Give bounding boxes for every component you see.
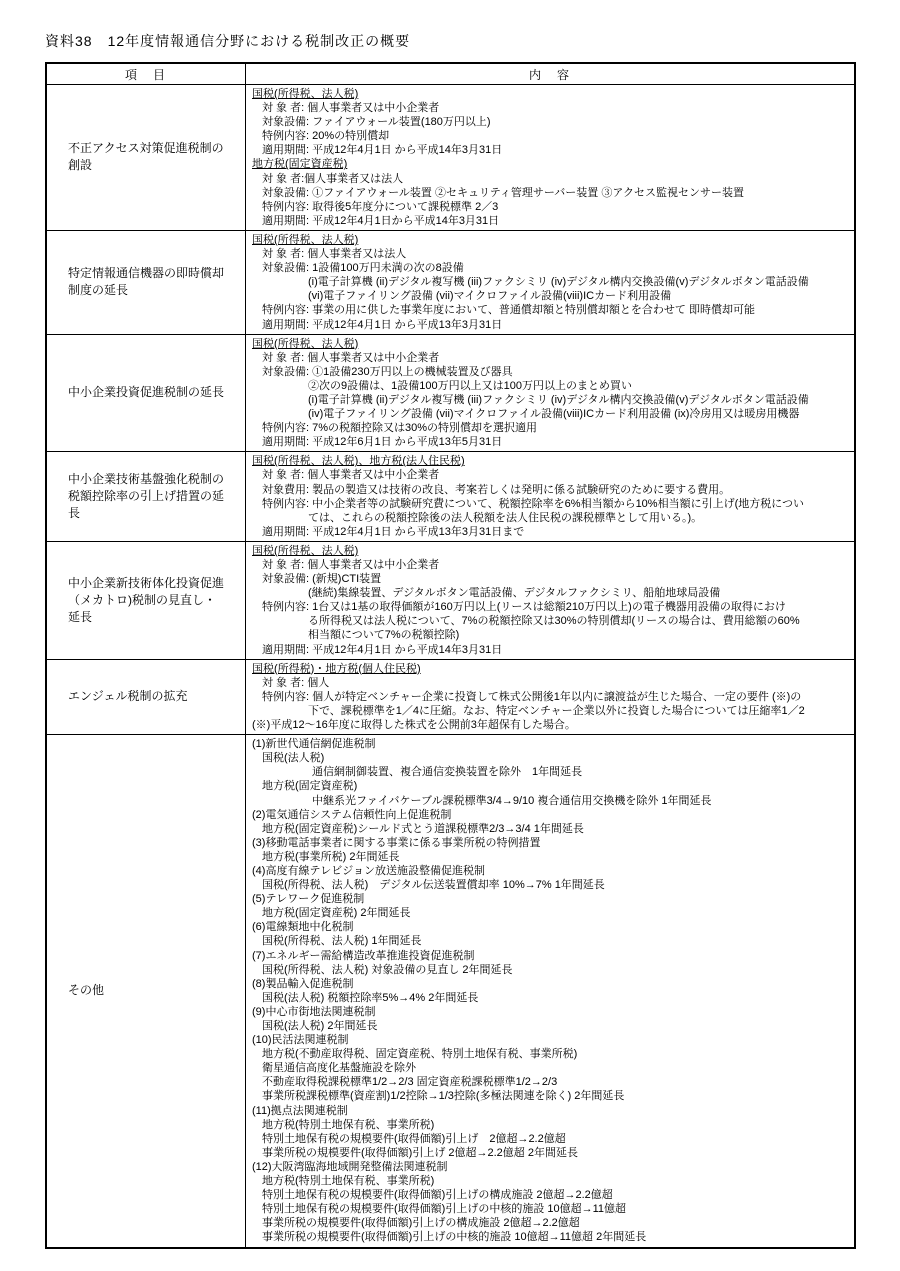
item-label: エンジェル税制の拡充 — [68, 689, 188, 704]
content-line: (8)製品輸入促進税制 — [252, 977, 354, 990]
table-row — [46, 334, 855, 452]
content-line: 不動産取得税課税標準1/2→2/3 固定資産税課税標準1/2→2/3 — [262, 1076, 558, 1089]
content-line: 国税(所得税、法人税) 対象設備の見直し 2年間延長 — [262, 963, 513, 976]
content-line: 地方税(固定資産税) 2年間延長 — [262, 907, 411, 920]
item-label: その他 — [68, 983, 105, 998]
content-line: 衛星通信高度化基盤施設を除外 — [262, 1062, 416, 1075]
content-cell — [246, 735, 856, 1248]
item-label: 不正アクセス対策促進税制の創設 — [68, 141, 224, 173]
content-line: 適用期間: 平成12年4月1日 から平成13年3月31日 — [262, 318, 503, 331]
content-line: ては、これらの税額控除後の法人税額を法人住民税の課税標準として用いる。)。 — [308, 511, 703, 524]
item-cell — [46, 452, 246, 542]
content-line: 特例内容: 中小企業者等の試験研究費について、税額控除率を6%相当額から10%相当額に引上げ(地方税につい — [262, 497, 805, 510]
table-body — [46, 85, 855, 1248]
table-row — [46, 541, 855, 659]
item-cell — [46, 735, 246, 1248]
content-line: (5)テレワーク促進税制 — [252, 893, 365, 906]
item-cell — [46, 334, 246, 452]
content-line: (1)新世代通信網促進税制 — [252, 738, 376, 751]
content-line: 地方税(特別土地保有税、事業所税) — [262, 1118, 435, 1131]
content-line: 国税(所得税、法人税) 1年間延長 — [262, 935, 422, 948]
content-line: 対 象 者: 個人事業者又は中小企業者 — [262, 351, 440, 364]
content-cell — [246, 230, 856, 334]
content-line: 地方税(固定資産税)シールド式とう道課税標準2/3→3/4 1年間延長 — [262, 822, 584, 835]
item-label: 中小企業新技術体化投資促進（メカトロ)税制の見直し・延長 — [68, 575, 225, 624]
content-line: 対象費用: 製品の製造又は技術の改良、考案若しくは発明に係る試験研究のために要する費用。 — [262, 483, 731, 496]
content-line: 国税(法人税) — [262, 752, 325, 765]
content-line: 適用期間: 平成12年6月1日 から平成13年5月31日 — [262, 436, 503, 449]
item-cell — [46, 541, 246, 659]
content-line: 国税(所得税、法人税) デジタル伝送装置償却率 10%→7% 1年間延長 — [262, 879, 605, 892]
content-line: 特例内容: 個人が特定ベンチャー企業に投資して株式公開後1年以内に譲渡益が生じた場合、一定の要件 (※)の — [262, 690, 802, 703]
tax-category-heading: 国税(所得税、法人税) — [252, 337, 359, 350]
content-line: 対 象 者: 個人事業者又は中小企業者 — [262, 559, 440, 571]
content-line: (i)電子計算機 (ii)デジタル複写機 (iii)ファクシミリ (iv)デジタル構内交換設備(v)デジタルボタン電話設備 — [308, 393, 809, 406]
content-line: 地方税(事業所税) 2年間延長 — [262, 850, 400, 863]
table-row — [46, 735, 855, 1248]
item-cell — [46, 85, 246, 231]
header-content-column: 内 容 — [246, 63, 856, 85]
content-line: 対象設備: ①1設備230万円以上の機械装置及び器具 — [262, 365, 513, 378]
table-row — [46, 230, 855, 334]
content-line: 通信網制御装置、複合通信変換装置を除外 1年間延長 — [312, 766, 583, 779]
content-cell — [246, 334, 856, 452]
item-cell — [46, 230, 246, 334]
content-line: 国税(法人税) 税額控除率5%→4% 2年間延長 — [262, 991, 479, 1004]
content-line: 地方税(特別土地保有税、事業所税) — [262, 1175, 435, 1188]
content-line: (6)電線類地中化税制 — [252, 921, 354, 934]
content-cell — [246, 85, 856, 231]
tax-category-heading: 国税(所得税、法人税)、地方税(法人住民税) — [252, 455, 465, 468]
content-line: (2)電気通信システム信頼性向上促進税制 — [252, 808, 452, 821]
content-line: る所得税又は法人税について、7%の税額控除又は30%の特別償却(リースの場合は、費用総額の60% — [308, 615, 800, 628]
content-line: 特別土地保有税の規模要件(取得価額)引上げの中核的施設 10億超→11億超 — [262, 1203, 627, 1216]
content-cell — [246, 659, 856, 734]
content-line: 特例内容: 1台又は1基の取得価額が160万円以上(リースは総額210万円以上)の電子機器用設備の取得におけ — [262, 601, 786, 614]
content-line: 特例内容: 取得後5年度分について課税標準 2／3 — [262, 200, 499, 213]
content-line: 相当額について7%の税額控除) — [308, 629, 460, 642]
tax-category-heading: 国税(所得税)・地方税(個人住民税) — [252, 662, 421, 675]
content-line: 適用期間: 平成12年4月1日 から平成14年3月31日 — [262, 144, 503, 157]
content-line: (4)高度有線テレビジョン放送施設整備促進税制 — [252, 864, 486, 877]
content-line: 対 象 者: 個人事業者又は中小企業者 — [262, 102, 440, 115]
content-line: (10)民活法関連税制 — [252, 1034, 349, 1047]
header-item-column: 項 目 — [46, 63, 246, 85]
table-row — [46, 659, 855, 734]
content-line: 対象設備: ファイアウォール装置(180万円以上) — [262, 116, 491, 129]
content-line: 特例内容: 事業の用に供した事業年度において、普通償却額と特別償却額とを合わせて 即時償却可能 — [262, 304, 755, 317]
content-line: 特別土地保有税の規模要件(取得価額)引上げの構成施設 2億超→2.2億超 — [262, 1189, 613, 1202]
content-line: 地方税(固定資産税) — [262, 780, 358, 793]
header-row — [46, 63, 855, 85]
tax-category-heading: 国税(所得税、法人税) — [252, 233, 359, 246]
content-line: 適用期間: 平成12年4月1日 から平成14年3月31日 — [262, 643, 503, 656]
item-label: 中小企業投資促進税制の延長 — [68, 385, 225, 400]
content-line: 対象設備: 1設備100万円未満の次の8設備 — [262, 262, 464, 275]
content-line: 特例内容: 7%の税額控除又は30%の特別償却を選択適用 — [262, 422, 538, 435]
item-cell — [46, 659, 246, 734]
content-line: 特例内容: 20%の特別償却 — [262, 130, 390, 143]
item-label: 中小企業技術基盤強化税制の税額控除率の引上げ措置の延長 — [68, 472, 225, 521]
content-line: 適用期間: 平成12年4月1日から平成14年3月31日 — [262, 214, 500, 227]
content-line: 適用期間: 平成12年4月1日 から平成13年3月31日まで — [262, 525, 525, 538]
content-line: (vi)電子ファイリング設備 (vii)マイクロファイル設備(viii)ICカード利用設備 — [308, 290, 672, 303]
content-line: 下で、課税標準を1／4に圧縮。なお、特定ベンチャー企業以外に投資した場合については圧縮率1／2 — [308, 704, 805, 717]
content-line: 事業所税の規模要件(取得価額)引上げ 2億超→2.2億超 2年間延長 — [262, 1146, 578, 1159]
tax-reform-table — [45, 62, 856, 1249]
content-line: 対象設備: ①ファイアウォール装置 ②セキュリティ管理サーバー装置 ③アクセス監視センサー装置 — [262, 186, 745, 199]
tax-category-heading: 国税(所得税、法人税) — [252, 88, 359, 100]
table-row — [46, 85, 855, 231]
content-line: (i)電子計算機 (ii)デジタル複写機 (iii)ファクシミリ (iv)デジタル構内交換設備(v)デジタルボタン電話設備 — [308, 276, 809, 289]
content-line: (※)平成12～16年度に取得した株式を公開前3年超保有した場合。 — [252, 719, 576, 732]
content-line: 対 象 者:個人事業者又は法人 — [262, 172, 404, 185]
content-line: ②次の9設備は、1設備100万円以上又は100万円以上のまとめ買い — [308, 379, 632, 392]
content-line: 対象設備: (新規)CTI装置 — [262, 573, 382, 586]
content-line: (iv)電子ファイリング設備 (vii)マイクロファイル設備(viii)ICカード利用設備 (ix)冷房用又は暖房用機器 — [308, 408, 800, 421]
content-line: 事業所税課税標準(資産割)1/2控除→1/3控除(多極法関連を除く) 2年間延長 — [262, 1090, 625, 1103]
content-line: 国税(法人税) 2年間延長 — [262, 1020, 378, 1032]
content-line: (11)拠点法関連税制 — [252, 1104, 348, 1117]
content-line: (9)中心市街地法関連税制 — [252, 1005, 376, 1018]
content-line: 特別土地保有税の規模要件(取得価額)引上げ 2億超→2.2億超 — [262, 1132, 566, 1145]
content-cell — [246, 541, 856, 659]
tax-category-heading: 地方税(固定資産税) — [252, 158, 348, 171]
item-label: 特定情報通信機器の即時償却制度の延長 — [68, 266, 225, 298]
content-line: 対 象 者: 個人事業者又は法人 — [262, 248, 407, 261]
content-line: (継続)集線装置、デジタルボタン電話設備、デジタルファクシミリ、船舶地球局設備 — [308, 587, 721, 600]
content-line: (12)大阪湾臨海地域開発整備法関連税制 — [252, 1160, 448, 1173]
content-line: (3)移動電話事業者に関する事業に係る事業所税の特例措置 — [252, 836, 541, 849]
content-line: 中継系光ファイバケーブル課税標準3/4→9/10 複合通信用交換機を除外 1年間延長 — [312, 794, 712, 807]
content-line: 対 象 者: 個人 — [262, 676, 330, 689]
content-line: 対 象 者: 個人事業者又は中小企業者 — [262, 469, 440, 482]
content-line: 事業所税の規模要件(取得価額)引上げの中核的施設 10億超→11億超 2年間延長 — [262, 1231, 647, 1244]
content-line: 事業所税の規模要件(取得価額)引上げの構成施設 2億超→2.2億超 — [262, 1217, 580, 1230]
tax-category-heading: 国税(所得税、法人税) — [252, 544, 359, 557]
page-title: 資料38 12年度情報通信分野における税制改正の概要 — [45, 33, 411, 49]
content-line: 地方税(不動産取得税、固定資産税、特別土地保有税、事業所税) — [262, 1048, 578, 1061]
content-cell — [246, 452, 856, 542]
table-header — [46, 63, 855, 85]
table-row — [46, 452, 855, 542]
content-line: (7)エネルギー需給構造改革推進投資促進税制 — [252, 949, 475, 962]
